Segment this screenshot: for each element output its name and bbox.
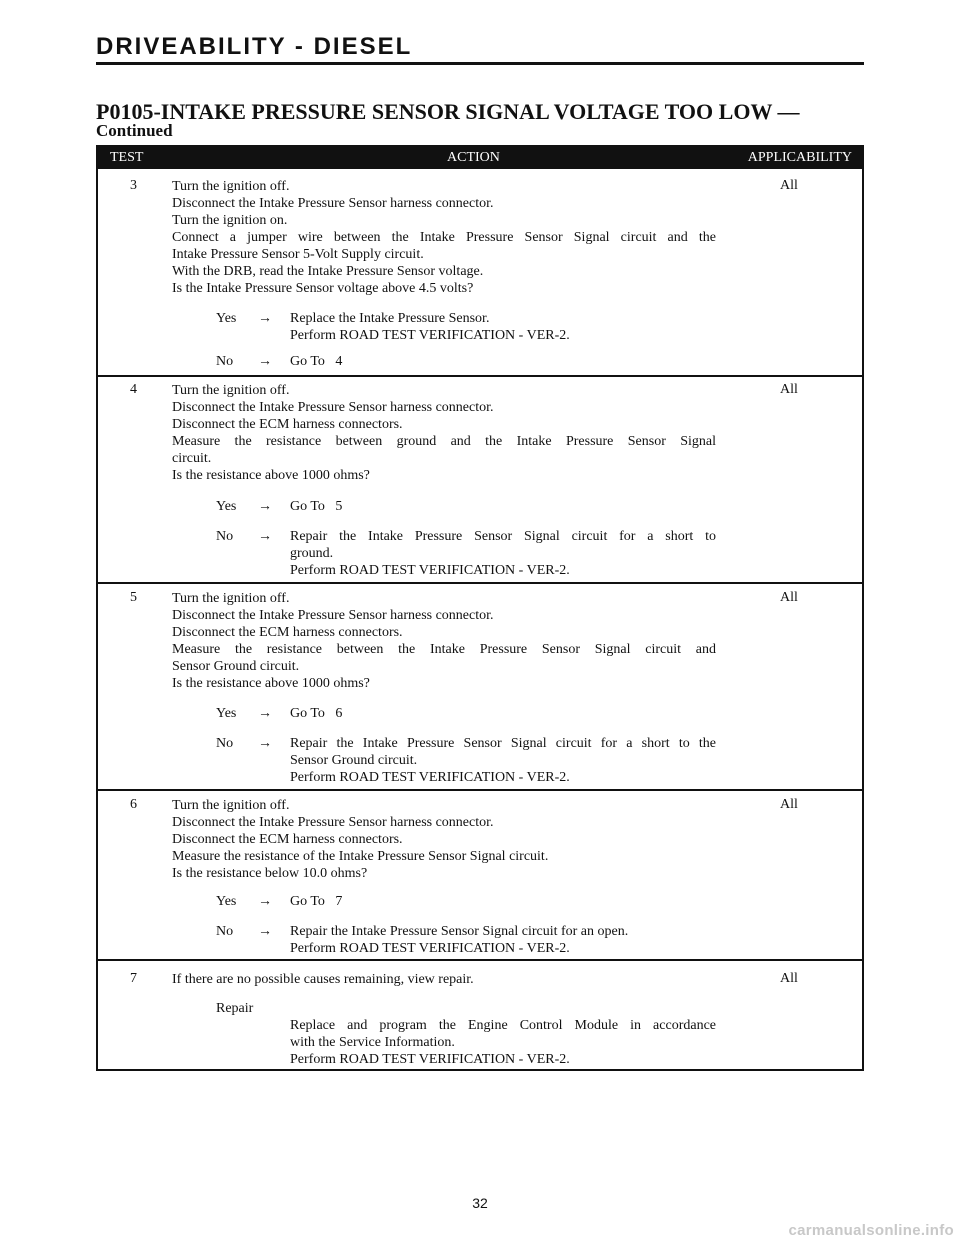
arrow-right-icon: → bbox=[258, 736, 272, 751]
repair-response bbox=[216, 1000, 716, 1067]
yes-label: Yes bbox=[216, 311, 237, 326]
applicability: All bbox=[780, 590, 798, 605]
action-text: Turn the ignition off. Disconnect the Intake Pressure Sensor harness connector. Disconnect the ECM harness connectors. Measure the resistance between the Intake Pressure Sensor Signal circuit and Sensor Ground circuit. Is the resistance above 1000 ohms? bbox=[172, 591, 716, 691]
watermark: carmanualsonline.info bbox=[788, 1222, 954, 1239]
arrow-right-icon: → bbox=[258, 706, 272, 721]
diagnostic-table bbox=[96, 145, 864, 1071]
continued-label: Continued bbox=[96, 121, 173, 140]
no-outcome: Repair the Intake Pressure Sensor Signal circuit for a short to the Sensor Ground circuit. Perform ROAD TEST VERIFICATION - VER-2. bbox=[290, 736, 716, 785]
page-number: 32 bbox=[472, 1195, 488, 1211]
arrow-right-icon: → bbox=[258, 894, 272, 909]
no-label: No bbox=[216, 529, 234, 544]
no-label: No bbox=[216, 924, 234, 939]
applicability: All bbox=[780, 797, 798, 812]
table-row bbox=[98, 377, 862, 582]
yes-outcome: Go To 5 bbox=[290, 499, 343, 514]
repair-label: Repair bbox=[216, 1001, 254, 1016]
table-row bbox=[98, 791, 862, 959]
test-number: 7 bbox=[130, 971, 137, 986]
test-number: 6 bbox=[130, 797, 137, 812]
no-label: No bbox=[216, 354, 234, 369]
no-outcome: Repair the Intake Pressure Sensor Signal circuit for a short to ground. Perform ROAD TEST VERIFICATION - VER-2. bbox=[290, 529, 716, 578]
yes-label: Yes bbox=[216, 706, 237, 721]
table-row bbox=[98, 584, 862, 789]
table-header bbox=[98, 147, 862, 169]
yes-label: Yes bbox=[216, 894, 237, 909]
action-text: Turn the ignition off. Disconnect the Intake Pressure Sensor harness connector. Disconnect the ECM harness connectors. Measure the resistance of the Intake Pressure Sensor Signal circuit. Is the resistance below 10.0 ohms? bbox=[172, 798, 549, 881]
test-number: 4 bbox=[130, 382, 137, 397]
yes-label: Yes bbox=[216, 499, 237, 514]
column-header-action: ACTION bbox=[447, 150, 500, 165]
test-number: 3 bbox=[130, 178, 137, 193]
column-header-applicability: APPLICABILITY bbox=[747, 150, 852, 165]
test-number: 5 bbox=[130, 590, 137, 605]
section-title: DRIVEABILITY - DIESEL bbox=[96, 33, 413, 60]
arrow-right-icon: → bbox=[258, 924, 272, 939]
arrow-right-icon: → bbox=[258, 499, 272, 514]
applicability: All bbox=[780, 382, 798, 397]
no-outcome: Repair the Intake Pressure Sensor Signal circuit for an open. Perform ROAD TEST VERIFICATION - VER-2. bbox=[290, 924, 629, 956]
yes-outcome: Go To 6 bbox=[290, 706, 343, 721]
yes-outcome: Go To 7 bbox=[290, 894, 343, 909]
arrow-right-icon: → bbox=[258, 354, 272, 369]
action-text: Turn the ignition off. Disconnect the Intake Pressure Sensor harness connector. Turn the ignition on. Connect a jumper wire between the Intake Pressure Sensor Signal circuit and the Intake Pressure Sensor 5-Volt Supply circuit. With the DRB, read the Intake Pressure Sensor voltage. Is the Intake Pressure Sensor voltage above 4.5 volts? bbox=[172, 179, 716, 296]
table-row bbox=[98, 169, 862, 369]
applicability: All bbox=[780, 178, 798, 193]
action-text: Turn the ignition off. Disconnect the Intake Pressure Sensor harness connector. Disconnect the ECM harness connectors. Measure the resistance between ground and the Intake Pressure Sensor Signal circuit. Is the resistance above 1000 ohms? bbox=[172, 383, 716, 483]
no-label: No bbox=[216, 736, 234, 751]
applicability: All bbox=[780, 971, 798, 986]
repair-outcome: Replace and program the Engine Control Module in accordance with the Service Information. Perform ROAD TEST VERIFICATION - VER-2. bbox=[290, 1018, 716, 1067]
arrow-right-icon: → bbox=[258, 529, 272, 544]
yes-outcome: Replace the Intake Pressure Sensor. Perform ROAD TEST VERIFICATION - VER-2. bbox=[290, 311, 570, 343]
page-title: P0105-INTAKE PRESSURE SENSOR SIGNAL VOLTAGE TOO LOW — bbox=[96, 99, 800, 124]
header-rule bbox=[96, 62, 864, 65]
table-row bbox=[98, 961, 862, 1069]
arrow-right-icon: → bbox=[258, 311, 272, 326]
column-header-test: TEST bbox=[110, 150, 144, 165]
no-outcome: Go To 4 bbox=[290, 354, 343, 369]
action-text: If there are no possible causes remaining, view repair. bbox=[172, 972, 474, 987]
